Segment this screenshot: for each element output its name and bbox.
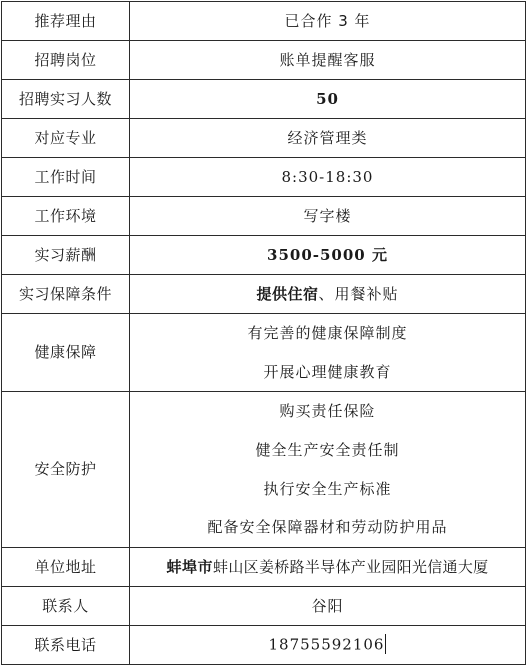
table-row xyxy=(2,2,526,41)
address-bold-text: 蚌埠市 xyxy=(166,557,214,576)
row-label-phone: 联系电话 xyxy=(2,626,130,665)
row-value-address xyxy=(130,548,526,587)
row-value-position: 账单提醒客服 xyxy=(130,41,526,80)
row-value-salary: 3500-5000 元 xyxy=(130,236,526,275)
table-row xyxy=(2,158,526,197)
row-label-position: 招聘岗位 xyxy=(2,41,130,80)
safety-line: 健全生产安全责任制 xyxy=(255,441,400,460)
safety-line: 执行安全生产标准 xyxy=(263,479,392,498)
safety-line: 购买责任保险 xyxy=(279,402,376,421)
table-row xyxy=(2,236,526,275)
row-value-contact: 谷阳 xyxy=(130,587,526,626)
benefits-bold-text: 提供住宿 xyxy=(256,284,319,303)
table-row xyxy=(2,392,526,548)
phone-number: 18755592106 xyxy=(268,635,385,654)
table-row xyxy=(2,41,526,80)
row-label-salary: 实习薪酬 xyxy=(2,236,130,275)
row-value-hours: 8:30-18:30 xyxy=(130,158,526,197)
row-label-safety: 安全防护 xyxy=(2,392,130,548)
row-label-reason: 推荐理由 xyxy=(2,2,130,41)
row-value-reason: 已合作 3 年 xyxy=(130,2,526,41)
row-label-health: 健康保障 xyxy=(2,314,130,392)
row-label-hours: 工作时间 xyxy=(2,158,130,197)
row-value-environment: 写字楼 xyxy=(130,197,526,236)
row-label-environment: 工作环境 xyxy=(2,197,130,236)
row-value-headcount: 50 xyxy=(130,80,526,119)
table-row xyxy=(2,275,526,314)
table-row xyxy=(2,119,526,158)
table-row xyxy=(2,197,526,236)
text-cursor xyxy=(385,634,386,654)
row-label-major: 对应专业 xyxy=(2,119,130,158)
benefits-rest-text: 、用餐补贴 xyxy=(318,284,399,303)
row-value-safety xyxy=(130,392,526,548)
row-label-contact: 联系人 xyxy=(2,587,130,626)
row-value-major: 经济管理类 xyxy=(130,119,526,158)
row-label-address: 单位地址 xyxy=(2,548,130,587)
safety-line: 配备安全保障器材和劳动防护用品 xyxy=(207,518,448,537)
address-rest-text: 蚌山区姜桥路半导体产业园阳光信通大厦 xyxy=(213,557,489,576)
row-value-phone xyxy=(130,626,526,665)
table-row xyxy=(2,587,526,626)
table-row xyxy=(2,626,526,665)
row-value-health xyxy=(130,314,526,392)
health-line: 开展心理健康教育 xyxy=(263,362,392,381)
row-label-headcount: 招聘实习人数 xyxy=(2,80,130,119)
table-row xyxy=(2,80,526,119)
table-row xyxy=(2,548,526,587)
internship-info-table xyxy=(1,1,526,665)
health-line: 有完善的健康保障制度 xyxy=(247,324,408,342)
row-label-benefits: 实习保障条件 xyxy=(2,275,130,314)
table-row xyxy=(2,314,526,392)
row-value-benefits xyxy=(130,275,526,314)
